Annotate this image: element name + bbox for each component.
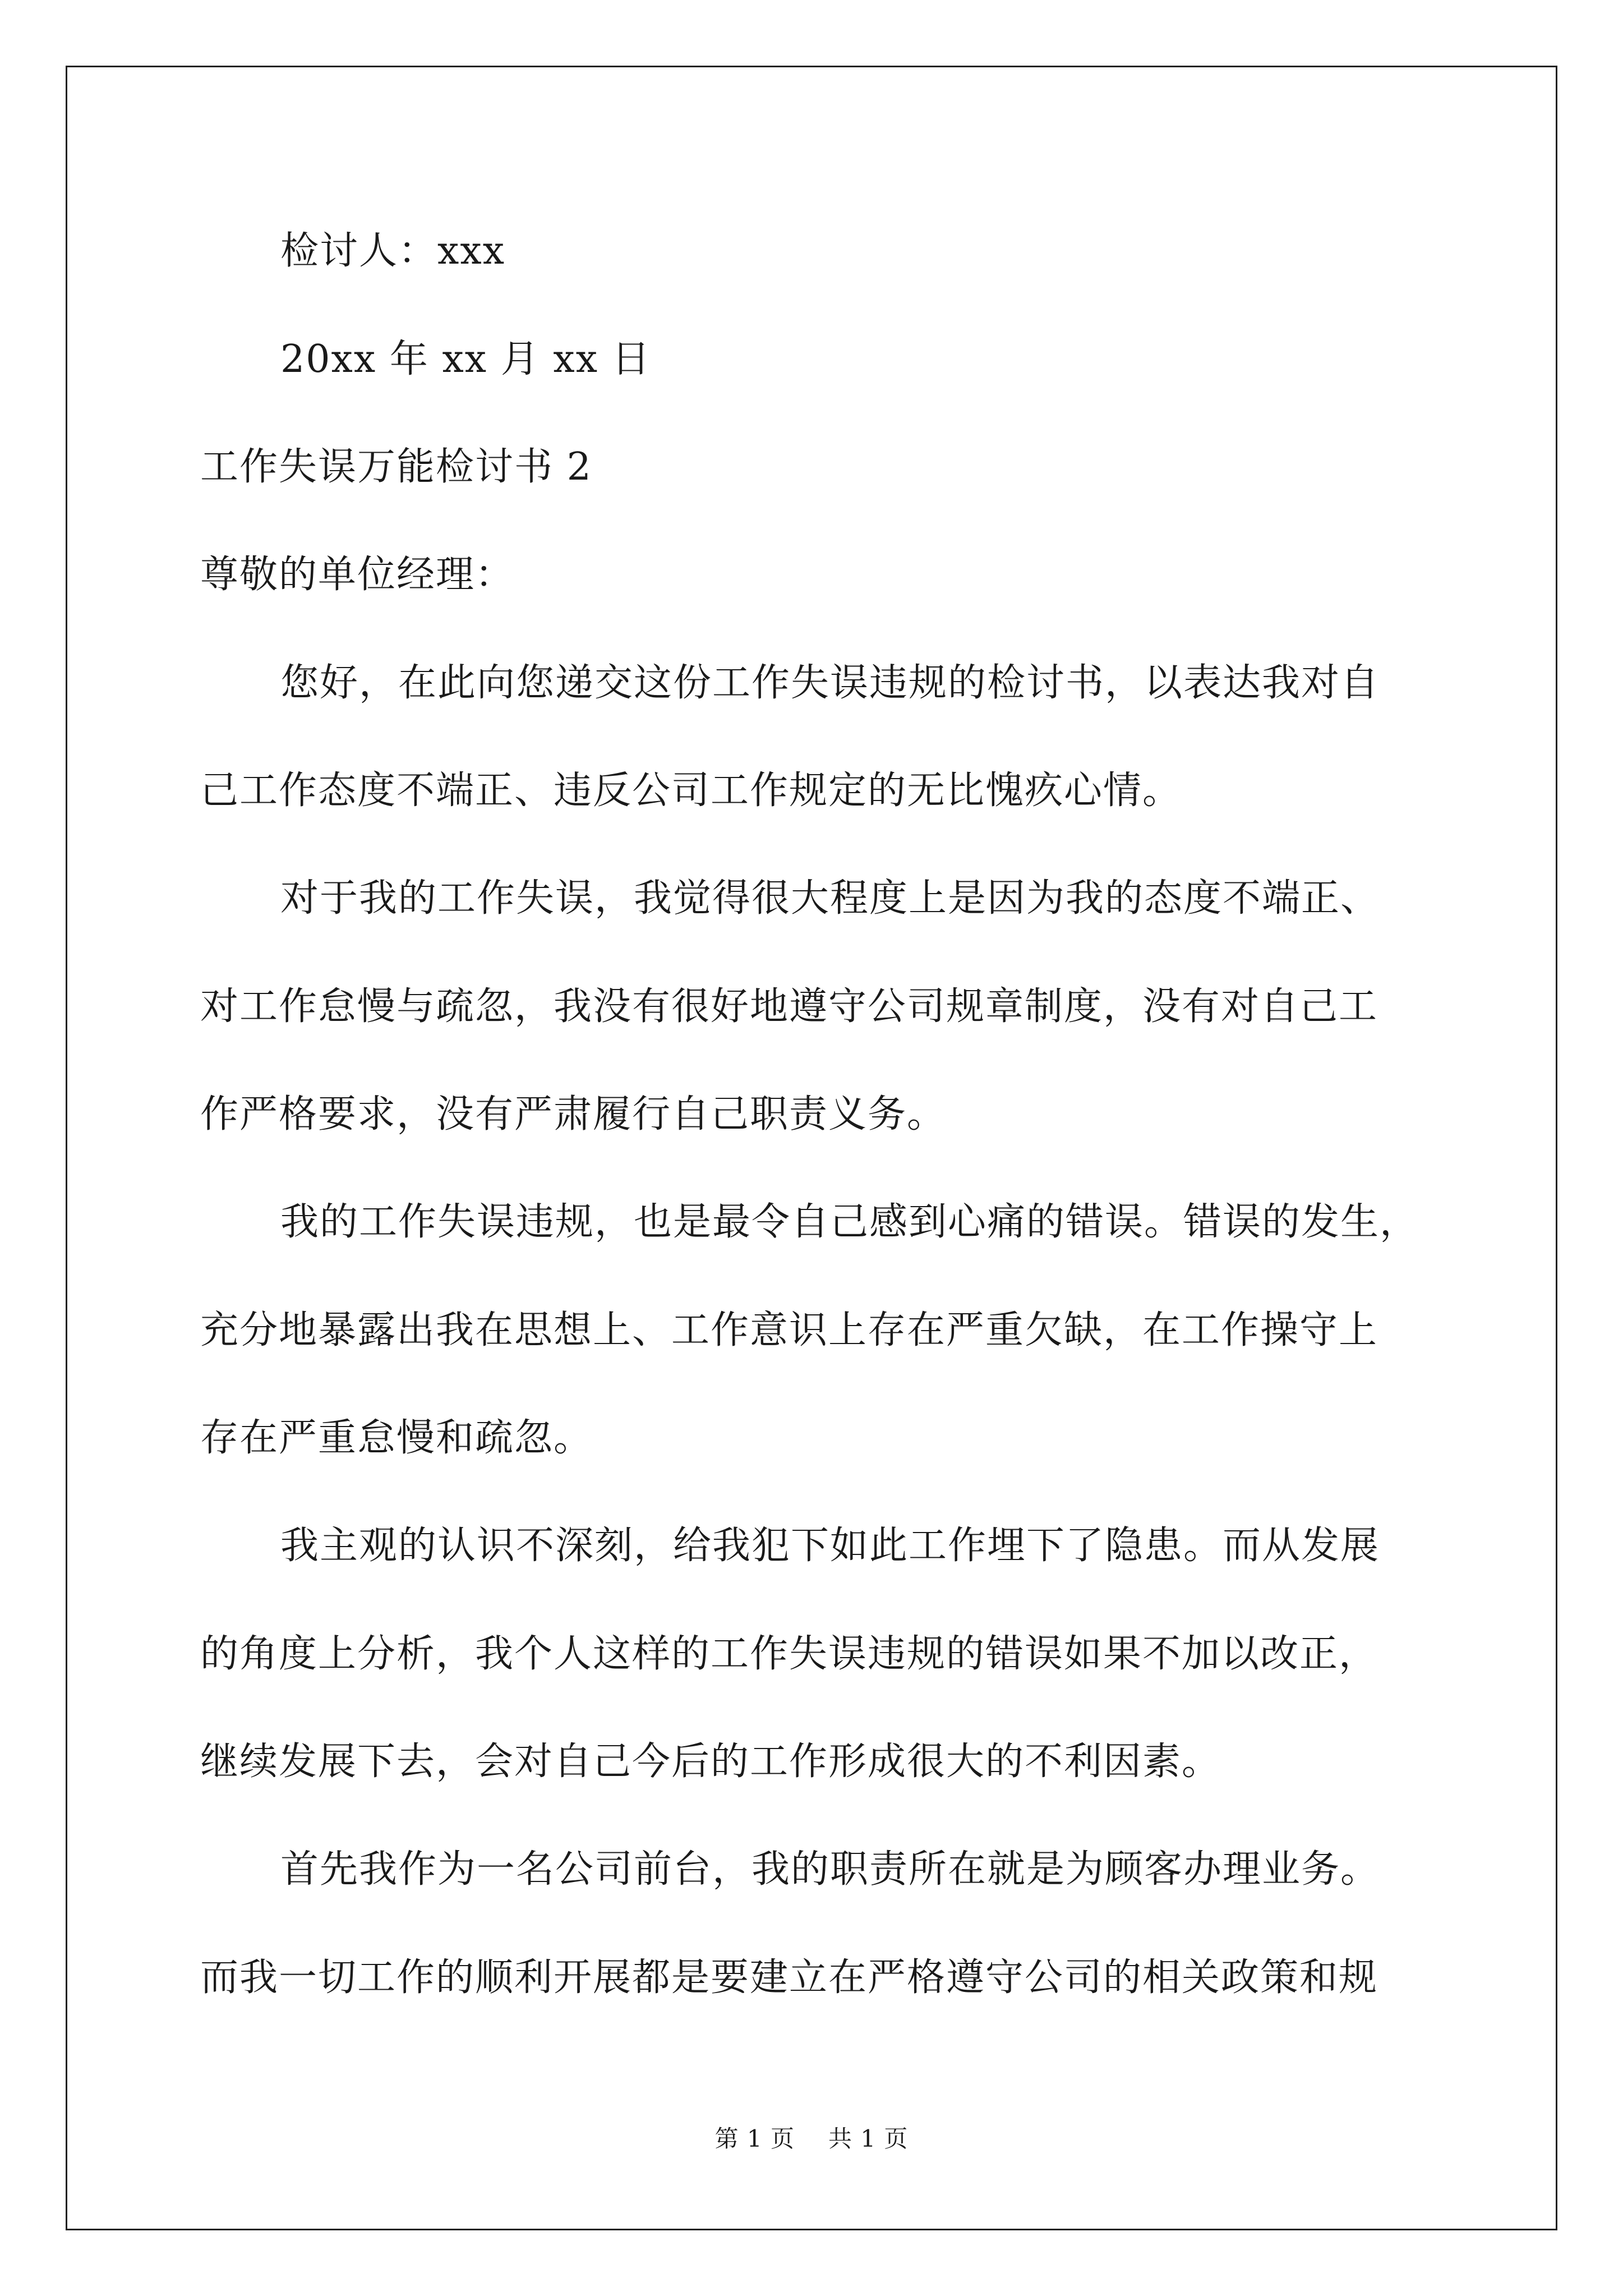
paragraph-4-line-2: 的角度上分析，我个人这样的工作失误违规的错误如果不加以改正， — [200, 1632, 1378, 1676]
paragraph-4-line-1: 我主观的认识不深刻，给我犯下如此工作埋下了隐患。而从发展 — [280, 1524, 1380, 1568]
page-footer — [0, 2125, 1623, 2153]
document-title: 工作失误万能检讨书 2 — [200, 445, 592, 489]
paragraph-2-line-1: 对于我的工作失误，我觉得很大程度上是因为我的态度不端正、 — [280, 876, 1380, 921]
page-border — [66, 66, 1557, 2230]
page-number: 第 1 页 — [714, 2125, 795, 2152]
reviewer-signature: 检讨人：xxx — [280, 229, 506, 273]
paragraph-2-line-2: 对工作怠慢与疏忽，我没有很好地遵守公司规章制度，没有对自己工 — [200, 984, 1378, 1029]
paragraph-1-line-1: 您好，在此向您递交这份工作失误违规的检讨书，以表达我对自 — [280, 661, 1380, 705]
paragraph-3-line-2: 充分地暴露出我在思想上、工作意识上存在严重欠缺，在工作操守上 — [200, 1308, 1378, 1352]
paragraph-1-line-2: 己工作态度不端正、违反公司工作规定的无比愧疚心情。 — [200, 769, 1182, 813]
paragraph-3-line-1: 我的工作失误违规，也是最令自己感到心痛的错误。错误的发生， — [280, 1200, 1419, 1244]
paragraph-5-line-2: 而我一切工作的顺利开展都是要建立在严格遵守公司的相关政策和规 — [200, 1955, 1378, 2000]
paragraph-4-line-3: 继续发展下去，会对自己今后的工作形成很大的不利因素。 — [200, 1740, 1221, 1784]
paragraph-3-line-3: 存在严重怠慢和疏忽。 — [200, 1416, 593, 1460]
paragraph-2-line-3: 作严格要求，没有严肃履行自己职责义务。 — [200, 1092, 947, 1137]
salutation: 尊敬的单位经理： — [200, 553, 515, 597]
signature-date: 20xx 年 xx 月 xx 日 — [280, 337, 651, 381]
paragraph-5-line-1: 首先我作为一名公司前台，我的职责所在就是为顾客办理业务。 — [280, 1847, 1380, 1892]
page-total: 共 1 页 — [828, 2125, 909, 2152]
